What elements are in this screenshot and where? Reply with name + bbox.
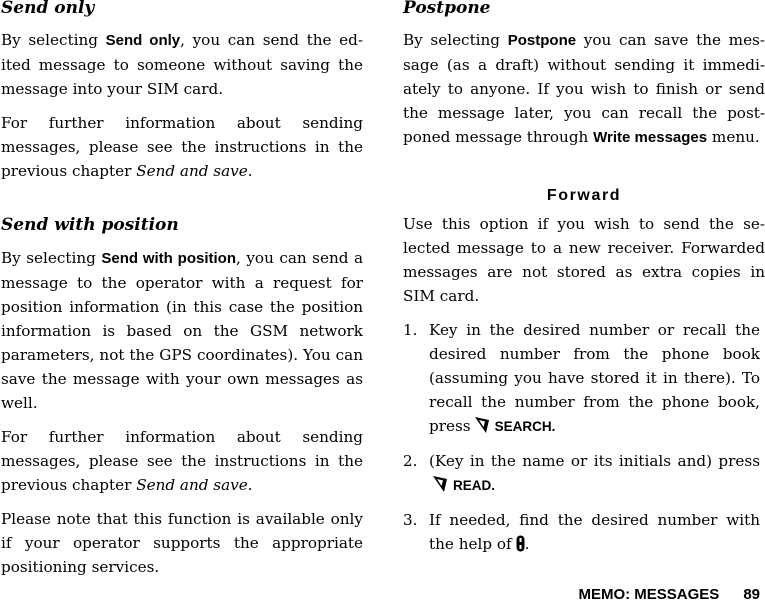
search-softkey-label: SEARCH. <box>494 419 556 434</box>
scroll-key-icon <box>516 535 525 552</box>
forward-heading: Forward <box>546 187 622 204</box>
send-with-position-heading: Send with position <box>1 215 179 235</box>
send-only-paragraph-1: By selecting Send only, you can send the edited message to someone without saving the message into your SIM card. <box>1 31 363 98</box>
page-footer <box>578 586 760 604</box>
send-only-heading: Send only <box>1 0 95 18</box>
page-number: 89 <box>743 586 760 603</box>
list-item: 2. (Key in the name or its initials and) pressREAD. <box>403 452 760 493</box>
send-and-save-reference: Send and save <box>136 476 248 494</box>
send-and-save-reference: Send and save <box>136 162 248 180</box>
left-column <box>1 0 363 579</box>
positioning-note: Please note that this function is available only if your operator supports the appropriate positioning services. <box>1 510 363 576</box>
right-column <box>403 0 765 556</box>
softkey-arrow-icon <box>475 417 489 433</box>
send-only-keyword: Send only <box>105 32 181 49</box>
postpone-keyword: Postpone <box>507 32 577 49</box>
send-with-position-paragraph-2: For further information about sending messages, please see the instructions in the previous chapter Send and save. <box>1 428 363 494</box>
postpone-paragraph: By selecting Postpone you can save the message (as a draft) without sending it immediately to anyone. If you wish to finish or send the message later, you can recall the postponed message through Write messages menu. <box>403 31 765 146</box>
forward-steps <box>403 318 765 556</box>
write-messages-keyword: Write messages <box>593 129 708 146</box>
softkey-arrow-icon <box>433 476 447 492</box>
send-with-position-keyword: Send with position <box>101 250 237 267</box>
list-item: 1. Key in the desired number or recall the desired number from the phone book (assuming you have stored it in there). To recall the number from the phone book, press SEARCH. <box>403 321 760 435</box>
postpone-heading: Postpone <box>403 0 491 18</box>
forward-intro: Use this option if you wish to send the selected message to a new receiver. Forwarded messages are not stored as extra copies in SIM card. <box>403 215 765 305</box>
send-only-paragraph-2: For further information about sending messages, please see the instructions in the previous chapter Send and save. <box>1 114 363 180</box>
list-item: 3. If needed, find the desired number with the help of . <box>403 511 760 553</box>
send-with-position-paragraph-1: By selecting Send with position, you can send a message to the operator with a request for position information (in this case the position information is based on the GSM network parameters, not the GPS coordinates). You can save the message with your own messages as well. <box>1 249 364 412</box>
read-softkey-label: READ. <box>453 478 496 493</box>
section-title: MEMO: MESSAGES <box>578 586 720 603</box>
